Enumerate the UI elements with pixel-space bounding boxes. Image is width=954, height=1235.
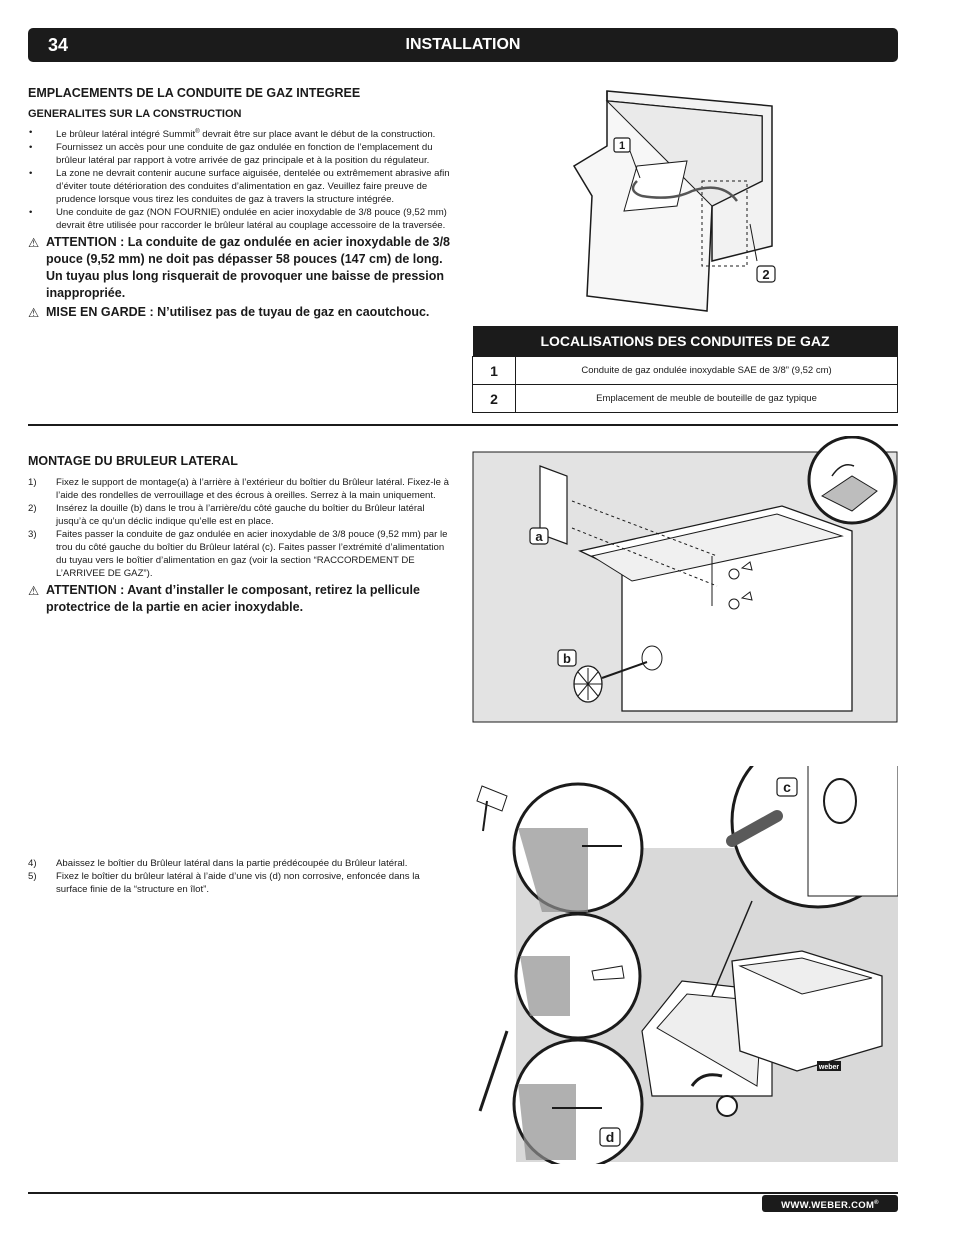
bracket-grommet-figure	[472, 436, 898, 724]
section-divider	[28, 424, 898, 426]
callout-d-label: d	[605, 1129, 615, 1145]
attention-warning: ⚠ ATTENTION : Avant d’installer le composant, retirez la pellicule protectrice de la partie en acier inoxydable.	[28, 583, 420, 614]
bullet-item: • Une conduite de gaz (NON FOURNIE) ondulée en acier inoxydable de 3/8 pouce (9,52 mm) devrait être utilisée pour raccorder le brûleur latéral au couplage accessoire de la traversée.	[29, 207, 447, 232]
warning-icon: ⚠	[28, 584, 40, 598]
mounting-section	[28, 454, 453, 616]
section-title: INSTALLATION	[405, 36, 521, 53]
page-header	[28, 28, 898, 62]
weber-badge-label: weber	[818, 1064, 840, 1071]
bullet-item: • Le brûleur latéral intégré Summit® devrait être sur place avant le début de la construction.	[29, 127, 436, 141]
bullet-item: • Fournissez un accès pour une conduite de gaz ondulée en fonction de l’emplacement du brûleur latéral par rapport à votre arrivée de gaz principale et à la position du régulateur.	[29, 142, 433, 167]
mounting-steps	[28, 476, 453, 580]
mounting-heading: MONTAGE DU BRULEUR LATERAL	[28, 454, 238, 468]
gas-line-locations-table	[472, 326, 898, 413]
step-item: 2) Insérez la douille (b) dans le trou à l’arrière/du côté gauche du boîtier du Brûleur latéral jusqu’à ce qu’un déclic indique qu’elle est en place.	[28, 503, 425, 527]
caution-warning: ⚠ MISE EN GARDE : N’utilisez pas de tuyau de gaz en caoutchouc.	[28, 305, 430, 321]
attention-warning: ⚠ ATTENTION : La conduite de gaz ondulée en acier inoxydable de 3/8 pouce (9,52 mm) ne doit pas dépasser 58 pouces (147 cm) de long. Un tuyau plus long risquerait de provoquer une baisse de pression inappropriée.	[28, 235, 451, 301]
warning-icon: ⚠	[28, 236, 40, 251]
step-item: 3) Faites passer la conduite de gaz ondulée en acier inoxydable de 3/8 pouce (9,52 mm) par le trou du côté gauche du boîtier du Brûleur latéral (c). Faites passer l’extrémité d’alimentation du tuyau vers le boîtier d’alimentation en gaz (voir la section “RACCORDEMENT DE L’ARRIVEE DE GAZ”).	[28, 529, 448, 579]
gas-line-heading: EMPLACEMENTS DE LA CONDUITE DE GAZ INTEGREE	[28, 86, 361, 100]
table-row: 2 Emplacement de meuble de bouteille de gaz typique	[473, 385, 898, 413]
callout-a-label: a	[535, 529, 543, 544]
warning-icon: ⚠	[28, 306, 40, 321]
burner-install-figure	[472, 766, 898, 1164]
footer-divider	[28, 1192, 898, 1194]
mounting-steps-continued	[28, 857, 453, 896]
table-row: 1 Conduite de gaz ondulée inoxydable SAE de 3/8” (9,52 cm)	[473, 357, 898, 385]
callout-1-label: 1	[618, 140, 626, 152]
callout-b-label: b	[563, 651, 571, 666]
construction-bullets	[28, 126, 453, 232]
step-item: 4) Abaissez le boîtier du Brûleur latéral dans la partie prédécoupée du Brûleur latéral.	[28, 858, 408, 869]
table-title: LOCALISATIONS DES CONDUITES DE GAZ	[473, 326, 898, 357]
callout-c-label: c	[783, 779, 791, 795]
gas-line-section	[28, 86, 453, 321]
step-item: 5) Fixez le boîtier du brûleur latéral à l’aide d’une vis (d) non corrosive, enfoncée dans la surface finie de la “structure en îlot”.	[28, 871, 420, 895]
page-number: 34	[48, 35, 69, 55]
bullet-item: • La zone ne devrait contenir aucune surface aiguisée, dentelée ou extrêmement abrasive afin d’éviter toute détérioration des conduites d’alimentation en gaz. Veuillez faire preuve de prudence lorsque vous tirez les conduites de gaz à travers la structure intégrée.	[29, 168, 450, 206]
gas-line-figure	[562, 86, 802, 326]
construction-subheading: GENERALITES SUR LA CONSTRUCTION	[28, 108, 242, 120]
callout-2-label: 2	[762, 267, 770, 282]
website-badge: WWW.WEBER.COM®	[762, 1195, 898, 1212]
step-item: 1) Fixez le support de montage(a) à l’arrière à l’extérieur du boîtier du Brûleur latéral. Fixez-le à l’aide des rondelles de verrouillage et des écrous à oreilles. Serrez à la main uniquement.	[28, 477, 449, 501]
